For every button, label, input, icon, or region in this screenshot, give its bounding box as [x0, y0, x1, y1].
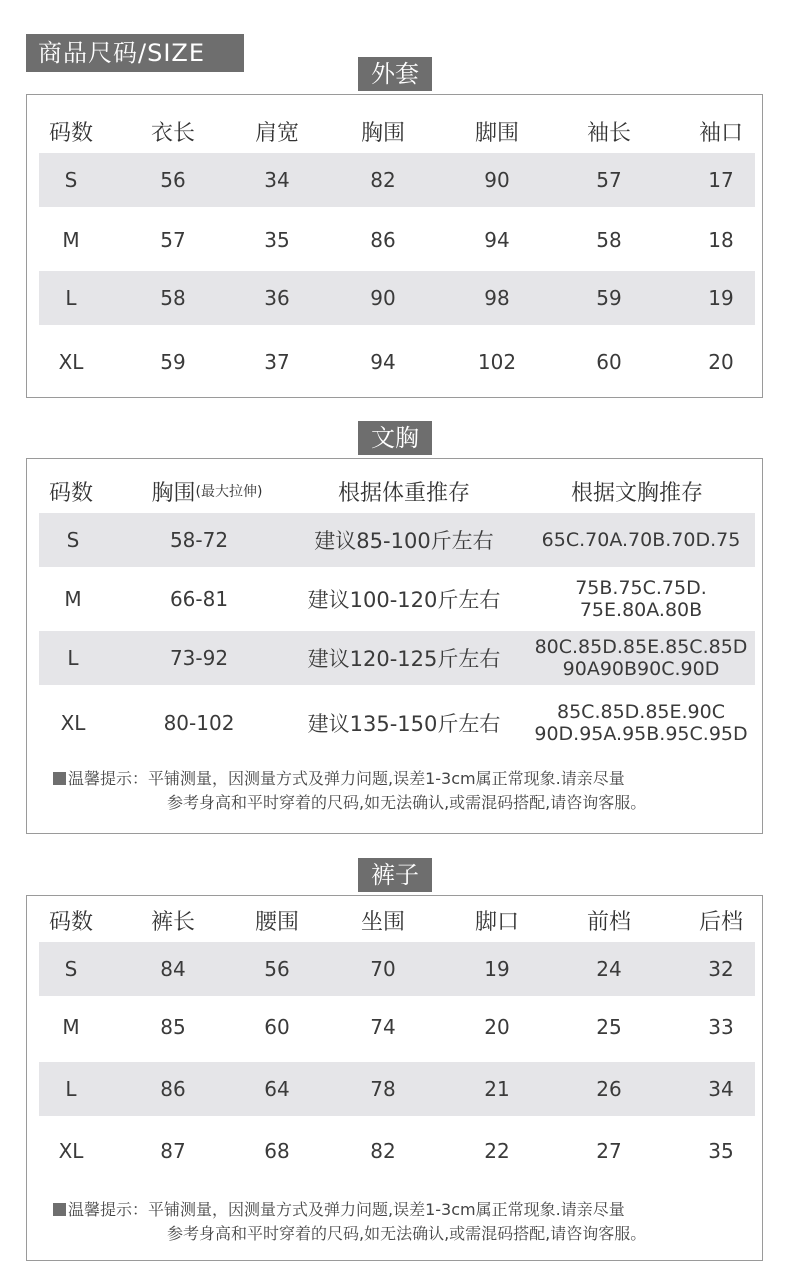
pants-header-length: 裤长: [150, 909, 195, 935]
note-marker-icon: [53, 1203, 66, 1216]
jacket-cell-shoulder: 35: [264, 228, 290, 252]
jacket-cell-cuff: 17: [708, 168, 734, 192]
jacket-cell-sleeve-length: 59: [596, 286, 622, 310]
jacket-header-cuff: 袖口: [698, 120, 743, 146]
bra-note-line1: 温馨提示：平铺测量，因测量方式及弹力问题,误差1-3cm属正常现象.请亲尽量: [68, 769, 625, 788]
bra-cell-chest: 66-81: [169, 587, 229, 611]
pants-header-back-rise: 后档: [698, 909, 743, 935]
table-row: [39, 1124, 755, 1178]
pants-cell-hip: 82: [370, 1139, 396, 1163]
bra-cell-weight: 建议135-150斤左右: [307, 712, 501, 736]
bra-cell-bra-line2: 90A90B90C.90D: [562, 658, 720, 680]
table-row: [39, 335, 755, 389]
jacket-size-table: [26, 94, 763, 398]
pants-header-size: 码数: [48, 909, 93, 935]
pants-cell-hip: 74: [370, 1015, 396, 1039]
jacket-cell-chest: 90: [370, 286, 396, 310]
bra-cell-size: XL: [60, 711, 86, 735]
jacket-cell-hem: 98: [484, 286, 510, 310]
jacket-cell-chest: 94: [370, 350, 396, 374]
pants-cell-length: 84: [160, 957, 186, 981]
bra-cell-weight: 建议85-100斤左右: [314, 529, 494, 553]
pants-size-note: [53, 1198, 646, 1246]
bra-size-table: [26, 458, 763, 834]
bra-header-chest-label: 胸围: [151, 480, 196, 506]
jacket-cell-sleeve-length: 60: [596, 350, 622, 374]
jacket-header-length: 衣长: [150, 120, 195, 146]
pants-cell-front-rise: 27: [596, 1139, 622, 1163]
pants-section-tag: 裤子: [358, 858, 432, 892]
table-row: [39, 571, 755, 627]
pants-cell-size: M: [62, 1015, 80, 1039]
jacket-cell-shoulder: 37: [264, 350, 290, 374]
jacket-cell-chest: 82: [370, 168, 396, 192]
jacket-cell-length: 59: [160, 350, 186, 374]
jacket-cell-chest: 86: [370, 228, 396, 252]
table-row: [39, 693, 755, 753]
pants-cell-front-rise: 25: [596, 1015, 622, 1039]
table-row: [39, 271, 755, 325]
pants-cell-waist: 56: [264, 957, 290, 981]
pants-cell-size: L: [65, 1077, 77, 1101]
pants-cell-front-rise: 26: [596, 1077, 622, 1101]
pants-cell-hip: 70: [370, 957, 396, 981]
jacket-cell-size: M: [62, 228, 80, 252]
pants-cell-waist: 68: [264, 1139, 290, 1163]
bra-cell-weight: 建议100-120斤左右: [307, 588, 501, 612]
table-row: [39, 1000, 755, 1054]
jacket-cell-hem: 94: [484, 228, 510, 252]
bra-cell-bra-line2: 75E.80A.80B: [579, 599, 703, 621]
jacket-header-shoulder: 肩宽: [254, 120, 299, 146]
jacket-header-row: [27, 111, 762, 151]
bra-cell-size: S: [66, 528, 80, 552]
bra-size-note: [53, 767, 646, 815]
pants-cell-waist: 60: [264, 1015, 290, 1039]
bra-header-by-bra: 根据文胸推存: [570, 480, 703, 506]
jacket-cell-hem: 102: [477, 350, 517, 374]
table-row: [39, 513, 755, 567]
note-marker-icon: [53, 772, 66, 785]
jacket-cell-length: 56: [160, 168, 186, 192]
jacket-cell-size: S: [64, 168, 78, 192]
bra-cell-bra-size: [527, 513, 755, 567]
bra-cell-bra-size: [527, 693, 755, 753]
table-row: [39, 631, 755, 685]
pants-cell-length: 85: [160, 1015, 186, 1039]
table-row: [39, 1062, 755, 1116]
bra-header-size: 码数: [48, 480, 93, 506]
bra-header-by-weight: 根据体重推存: [337, 480, 470, 506]
jacket-header-hem: 脚围: [474, 120, 519, 146]
pants-header-waist: 腰围: [254, 909, 299, 935]
pants-cell-waist: 64: [264, 1077, 290, 1101]
jacket-header-sleeve-length: 袖长: [586, 120, 631, 146]
bra-cell-bra-line1: 75B.75C.75D.: [575, 577, 707, 599]
bra-cell-weight: 建议120-125斤左右: [307, 647, 501, 671]
bra-cell-chest: 73-92: [169, 646, 229, 670]
jacket-cell-sleeve-length: 57: [596, 168, 622, 192]
bra-cell-bra-line1: 85C.85D.85E.90C: [557, 701, 725, 723]
pants-header-front-rise: 前档: [586, 909, 631, 935]
jacket-cell-length: 58: [160, 286, 186, 310]
pants-note-line1: 温馨提示：平铺测量，因测量方式及弹力问题,误差1-3cm属正常现象.请亲尽量: [68, 1200, 625, 1219]
bra-cell-bra-size: [527, 631, 755, 685]
pants-size-table: [26, 895, 763, 1261]
bra-section-tag: 文胸: [358, 421, 432, 455]
bra-cell-bra-line1: 80C.85D.85E.85C.85D: [534, 636, 748, 658]
jacket-section-tag: 外套: [358, 57, 432, 91]
jacket-cell-size: XL: [58, 350, 84, 374]
pants-cell-length: 86: [160, 1077, 186, 1101]
jacket-cell-shoulder: 36: [264, 286, 290, 310]
bra-header-row: [27, 471, 762, 511]
page-title: 商品尺码/SIZE: [26, 34, 244, 72]
pants-cell-leg-opening: 22: [484, 1139, 510, 1163]
bra-cell-bra-size: [527, 571, 755, 627]
bra-cell-bra-line2: 90D.95A.95B.95C.95D: [534, 723, 748, 745]
jacket-cell-size: L: [65, 286, 77, 310]
pants-cell-leg-opening: 19: [484, 957, 510, 981]
bra-cell-chest: 80-102: [163, 711, 235, 735]
jacket-header-chest: 胸围: [360, 120, 405, 146]
table-row: [39, 942, 755, 996]
pants-note-line2: 参考身高和平时穿着的尺码,如无法确认,或需混码搭配,请咨询客服。: [167, 1224, 647, 1243]
bra-cell-chest: 58-72: [169, 528, 229, 552]
jacket-cell-cuff: 19: [708, 286, 734, 310]
pants-cell-back-rise: 34: [708, 1077, 734, 1101]
pants-cell-back-rise: 33: [708, 1015, 734, 1039]
jacket-cell-cuff: 18: [708, 228, 734, 252]
pants-cell-hip: 78: [370, 1077, 396, 1101]
jacket-cell-shoulder: 34: [264, 168, 290, 192]
pants-header-hip: 坐围: [360, 909, 405, 935]
pants-cell-length: 87: [160, 1139, 186, 1163]
table-row: [39, 153, 755, 207]
bra-header-chest-note: (最大拉伸): [195, 484, 263, 500]
jacket-cell-hem: 90: [484, 168, 510, 192]
pants-cell-size: XL: [58, 1139, 84, 1163]
bra-header-chest: [127, 471, 287, 511]
bra-cell-size: L: [67, 646, 79, 670]
jacket-cell-cuff: 20: [708, 350, 734, 374]
bra-note-line2: 参考身高和平时穿着的尺码,如无法确认,或需混码搭配,请咨询客服。: [167, 793, 647, 812]
bra-cell-bra-line1: 65C.70A.70B.70D.75: [541, 529, 741, 551]
pants-cell-leg-opening: 20: [484, 1015, 510, 1039]
pants-cell-front-rise: 24: [596, 957, 622, 981]
jacket-header-size: 码数: [48, 120, 93, 146]
pants-cell-size: S: [64, 957, 78, 981]
bra-cell-size: M: [64, 587, 82, 611]
pants-header-leg-opening: 脚口: [474, 909, 519, 935]
jacket-cell-length: 57: [160, 228, 186, 252]
table-row: [39, 213, 755, 267]
pants-cell-back-rise: 32: [708, 957, 734, 981]
jacket-cell-sleeve-length: 58: [596, 228, 622, 252]
pants-cell-back-rise: 35: [708, 1139, 734, 1163]
pants-header-row: [27, 900, 762, 940]
pants-cell-leg-opening: 21: [484, 1077, 510, 1101]
